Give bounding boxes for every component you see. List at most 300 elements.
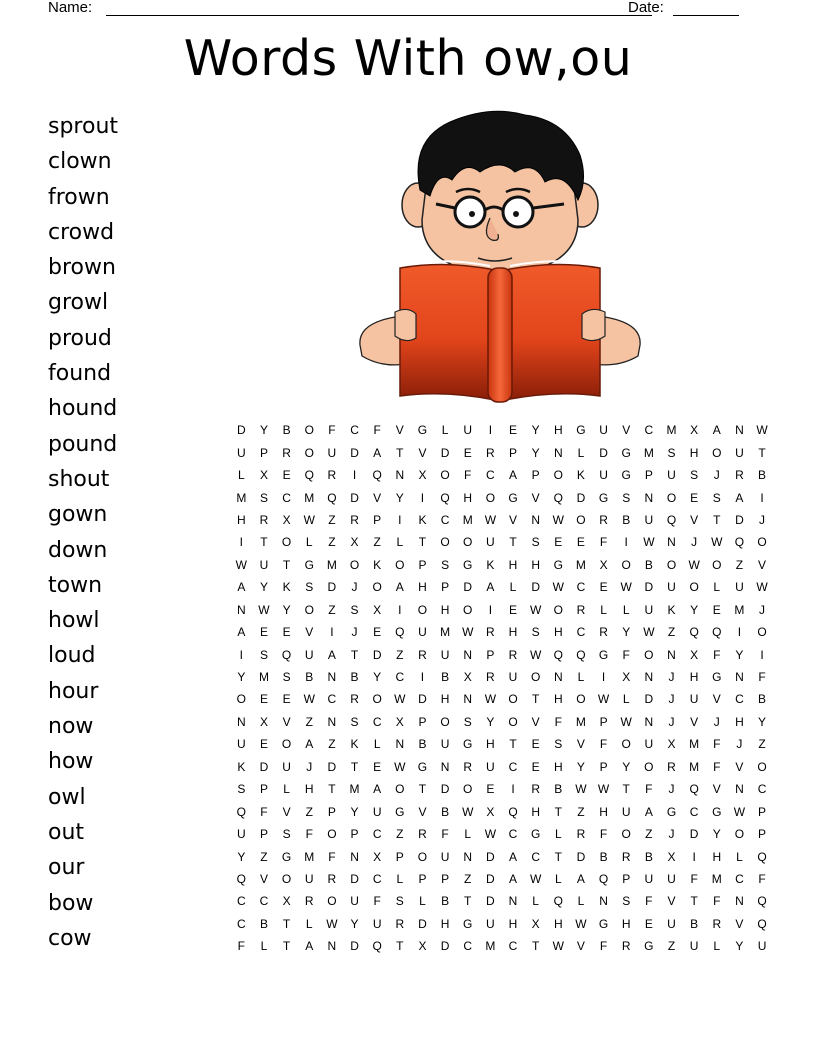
grid-letter[interactable]: I — [239, 535, 243, 550]
grid-letter[interactable]: H — [599, 804, 608, 819]
grid-letter[interactable]: Q — [327, 490, 337, 505]
grid-letter[interactable]: M — [349, 782, 360, 797]
grid-letter[interactable]: A — [237, 580, 246, 595]
grid-letter[interactable]: V — [735, 916, 744, 931]
grid-letter[interactable]: L — [577, 445, 585, 460]
grid-letter[interactable]: O — [712, 445, 722, 460]
grid-letter[interactable]: P — [599, 714, 608, 729]
grid-letter[interactable]: O — [666, 557, 677, 572]
grid-letter[interactable]: M — [258, 670, 269, 685]
grid-letter[interactable]: S — [259, 647, 268, 662]
grid-letter[interactable]: Y — [531, 423, 540, 438]
grid-letter[interactable]: W — [303, 512, 315, 527]
grid-letter[interactable]: U — [486, 916, 495, 931]
grid-letter[interactable]: A — [644, 804, 653, 819]
grid-letter[interactable]: Q — [757, 916, 767, 931]
grid-letter[interactable]: P — [622, 871, 631, 886]
grid-letter[interactable]: X — [259, 468, 268, 483]
grid-letter[interactable]: R — [395, 916, 405, 931]
grid-letter[interactable]: K — [418, 512, 427, 527]
grid-letter[interactable]: P — [373, 512, 382, 527]
grid-letter[interactable]: O — [440, 468, 450, 483]
grid-letter[interactable]: M — [236, 490, 247, 505]
grid-letter[interactable]: R — [599, 512, 608, 527]
grid-letter[interactable]: R — [599, 625, 608, 640]
grid-letter[interactable]: R — [327, 871, 337, 886]
grid-letter[interactable]: O — [644, 647, 654, 662]
grid-letter[interactable]: R — [486, 445, 495, 460]
grid-letter[interactable]: F — [645, 894, 653, 909]
grid-letter[interactable]: N — [327, 714, 337, 729]
grid-letter[interactable]: T — [531, 939, 540, 954]
grid-letter[interactable]: U — [644, 512, 654, 527]
grid-letter[interactable]: F — [441, 827, 449, 842]
grid-letter[interactable]: Z — [328, 737, 336, 752]
grid-letter[interactable]: S — [237, 782, 246, 797]
grid-letter[interactable]: O — [530, 670, 541, 685]
grid-letter[interactable]: N — [735, 782, 744, 797]
grid-letter[interactable]: W — [529, 871, 542, 886]
grid-letter[interactable]: W — [484, 692, 497, 707]
grid-letter[interactable]: I — [511, 782, 515, 797]
grid-letter[interactable]: C — [372, 827, 382, 842]
grid-letter[interactable]: F — [373, 894, 381, 909]
grid-letter[interactable]: X — [282, 894, 291, 909]
grid-letter[interactable]: Z — [577, 804, 585, 819]
grid-letter[interactable]: J — [351, 580, 358, 595]
grid-letter[interactable]: U — [440, 849, 450, 864]
grid-letter[interactable]: U — [621, 804, 631, 819]
grid-letter[interactable]: T — [758, 445, 766, 460]
grid-letter[interactable]: H — [440, 916, 450, 931]
grid-letter[interactable]: A — [576, 871, 585, 886]
grid-letter[interactable]: H — [689, 670, 699, 685]
grid-letter[interactable]: S — [441, 557, 450, 572]
grid-letter[interactable]: T — [282, 939, 291, 954]
word-search-grid[interactable] — [230, 419, 773, 958]
grid-letter[interactable]: N — [735, 894, 744, 909]
grid-letter[interactable]: D — [440, 782, 450, 797]
grid-letter[interactable]: V — [576, 939, 585, 954]
grid-letter[interactable]: I — [420, 490, 425, 505]
grid-letter[interactable]: E — [712, 602, 721, 617]
grid-letter[interactable]: B — [622, 512, 631, 527]
grid-letter[interactable]: R — [350, 512, 359, 527]
grid-letter[interactable]: Y — [622, 759, 631, 774]
grid-letter[interactable]: U — [350, 894, 359, 909]
grid-letter[interactable]: X — [531, 916, 540, 931]
grid-letter[interactable]: S — [463, 714, 472, 729]
grid-letter[interactable]: U — [372, 804, 382, 819]
grid-letter[interactable]: U — [667, 468, 676, 483]
grid-letter[interactable]: O — [463, 602, 473, 617]
grid-letter[interactable]: B — [305, 670, 314, 685]
grid-letter[interactable]: O — [553, 468, 563, 483]
grid-letter[interactable]: N — [327, 670, 337, 685]
grid-letter[interactable]: J — [691, 535, 698, 550]
grid-letter[interactable]: C — [395, 670, 405, 685]
grid-letter[interactable]: R — [350, 692, 359, 707]
grid-letter[interactable]: F — [464, 468, 472, 483]
grid-letter[interactable]: T — [509, 737, 517, 752]
grid-letter[interactable]: G — [621, 468, 631, 483]
grid-letter[interactable]: H — [553, 759, 563, 774]
grid-letter[interactable]: R — [621, 849, 631, 864]
grid-letter[interactable]: X — [599, 557, 608, 572]
grid-letter[interactable]: D — [486, 849, 495, 864]
grid-letter[interactable]: Z — [328, 602, 336, 617]
grid-letter[interactable]: W — [643, 625, 655, 640]
grid-letter[interactable]: N — [236, 602, 246, 617]
grid-letter[interactable]: Y — [373, 670, 382, 685]
grid-letter[interactable]: N — [667, 535, 676, 550]
grid-letter[interactable]: O — [621, 827, 631, 842]
grid-letter[interactable]: F — [713, 647, 721, 662]
grid-letter[interactable]: Z — [735, 557, 744, 572]
grid-letter[interactable]: W — [756, 580, 768, 595]
grid-letter[interactable]: E — [373, 625, 382, 640]
grid-letter[interactable]: N — [463, 647, 473, 662]
grid-letter[interactable]: C — [350, 423, 359, 438]
grid-letter[interactable]: S — [554, 737, 563, 752]
grid-letter[interactable]: V — [531, 714, 540, 729]
grid-letter[interactable]: S — [282, 827, 291, 842]
grid-letter[interactable]: E — [259, 692, 268, 707]
grid-letter[interactable]: V — [712, 692, 721, 707]
grid-letter[interactable]: N — [735, 423, 744, 438]
grid-letter[interactable]: C — [644, 423, 654, 438]
grid-letter[interactable]: M — [689, 759, 700, 774]
grid-letter[interactable]: L — [396, 535, 404, 550]
grid-letter[interactable]: G — [281, 849, 292, 864]
grid-letter[interactable]: U — [486, 759, 495, 774]
grid-letter[interactable]: O — [485, 490, 496, 505]
grid-letter[interactable]: S — [350, 714, 359, 729]
grid-letter[interactable]: N — [644, 670, 654, 685]
grid-letter[interactable]: Q — [281, 647, 292, 662]
grid-letter[interactable]: B — [758, 468, 767, 483]
date-field[interactable] — [673, 15, 739, 16]
grid-letter[interactable]: C — [440, 512, 450, 527]
grid-letter[interactable]: W — [394, 759, 406, 774]
grid-letter[interactable]: D — [486, 894, 495, 909]
grid-letter[interactable]: R — [418, 647, 427, 662]
grid-letter[interactable]: P — [418, 871, 427, 886]
grid-letter[interactable]: J — [759, 602, 766, 617]
grid-letter[interactable]: F — [260, 804, 268, 819]
grid-letter[interactable]: B — [418, 737, 427, 752]
grid-letter[interactable]: G — [463, 557, 473, 572]
grid-letter[interactable]: D — [531, 580, 540, 595]
grid-letter[interactable]: F — [599, 939, 608, 954]
grid-letter[interactable]: N — [350, 849, 359, 864]
grid-letter[interactable]: Q — [236, 804, 246, 819]
grid-letter[interactable]: I — [692, 849, 696, 864]
grid-letter[interactable]: I — [601, 670, 606, 685]
grid-letter[interactable]: X — [690, 647, 699, 662]
grid-letter[interactable]: O — [508, 692, 518, 707]
grid-letter[interactable]: D — [327, 759, 337, 774]
grid-letter[interactable]: P — [486, 647, 495, 662]
grid-letter[interactable]: D — [644, 692, 654, 707]
grid-letter[interactable]: L — [305, 916, 313, 931]
grid-letter[interactable]: F — [645, 782, 653, 797]
grid-letter[interactable]: V — [282, 714, 291, 729]
grid-letter[interactable]: V — [395, 423, 404, 438]
grid-letter[interactable]: C — [236, 894, 246, 909]
grid-letter[interactable]: Y — [735, 647, 744, 662]
grid-letter[interactable]: S — [622, 894, 631, 909]
grid-letter[interactable]: R — [508, 647, 518, 662]
grid-letter[interactable]: U — [304, 871, 314, 886]
grid-letter[interactable]: S — [622, 490, 631, 505]
grid-letter[interactable]: T — [282, 557, 291, 572]
grid-letter[interactable]: E — [259, 625, 268, 640]
grid-letter[interactable]: U — [508, 670, 518, 685]
grid-letter[interactable]: L — [554, 827, 562, 842]
grid-letter[interactable]: T — [350, 647, 359, 662]
grid-letter[interactable]: M — [666, 423, 677, 438]
grid-letter[interactable]: A — [735, 490, 744, 505]
grid-letter[interactable]: U — [644, 737, 654, 752]
grid-letter[interactable]: C — [282, 490, 291, 505]
grid-letter[interactable]: D — [259, 759, 269, 774]
grid-letter[interactable]: S — [282, 670, 291, 685]
grid-letter[interactable]: U — [440, 647, 450, 662]
grid-letter[interactable]: A — [327, 647, 336, 662]
grid-letter[interactable]: U — [304, 647, 314, 662]
grid-letter[interactable]: O — [508, 714, 518, 729]
grid-letter[interactable]: Q — [689, 782, 699, 797]
grid-letter[interactable]: H — [508, 916, 518, 931]
grid-letter[interactable]: Q — [372, 468, 382, 483]
grid-letter[interactable]: Q — [734, 535, 745, 550]
grid-letter[interactable]: O — [327, 894, 337, 909]
grid-letter[interactable]: Z — [645, 827, 653, 842]
grid-letter[interactable]: E — [509, 602, 518, 617]
grid-letter[interactable]: U — [486, 535, 495, 550]
grid-letter[interactable]: U — [644, 871, 654, 886]
grid-letter[interactable]: C — [508, 759, 518, 774]
grid-letter[interactable]: G — [463, 737, 473, 752]
grid-letter[interactable]: T — [328, 782, 336, 797]
grid-letter[interactable]: Y — [712, 827, 721, 842]
grid-letter[interactable]: U — [440, 737, 450, 752]
grid-letter[interactable]: Z — [328, 535, 336, 550]
grid-letter[interactable]: O — [395, 557, 405, 572]
grid-letter[interactable]: X — [622, 670, 631, 685]
grid-letter[interactable]: H — [553, 916, 563, 931]
grid-letter[interactable]: D — [735, 512, 744, 527]
grid-letter[interactable]: L — [713, 939, 721, 954]
grid-letter[interactable]: R — [418, 827, 427, 842]
grid-letter[interactable]: O — [689, 580, 699, 595]
grid-letter[interactable]: Z — [373, 535, 381, 550]
grid-letter[interactable]: R — [486, 625, 495, 640]
grid-letter[interactable]: G — [712, 804, 722, 819]
grid-letter[interactable]: X — [690, 423, 699, 438]
grid-letter[interactable]: G — [576, 423, 586, 438]
grid-letter[interactable]: F — [599, 737, 608, 752]
grid-letter[interactable]: I — [330, 625, 334, 640]
grid-letter[interactable]: F — [237, 939, 245, 954]
grid-letter[interactable]: J — [668, 670, 675, 685]
grid-letter[interactable]: B — [282, 423, 291, 438]
grid-letter[interactable]: A — [373, 782, 382, 797]
grid-letter[interactable]: Q — [553, 894, 563, 909]
grid-letter[interactable]: B — [259, 916, 268, 931]
grid-letter[interactable]: W — [620, 714, 632, 729]
grid-letter[interactable]: O — [757, 535, 767, 550]
grid-letter[interactable]: F — [690, 871, 698, 886]
grid-letter[interactable]: C — [327, 692, 337, 707]
grid-letter[interactable]: A — [237, 625, 246, 640]
grid-letter[interactable]: U — [667, 916, 676, 931]
grid-letter[interactable]: B — [644, 849, 653, 864]
grid-letter[interactable]: H — [440, 692, 450, 707]
grid-letter[interactable]: U — [667, 580, 676, 595]
grid-letter[interactable]: P — [509, 445, 518, 460]
grid-letter[interactable]: G — [712, 670, 722, 685]
grid-letter[interactable]: Y — [350, 916, 359, 931]
grid-letter[interactable]: W — [326, 916, 338, 931]
grid-letter[interactable]: E — [463, 445, 472, 460]
grid-letter[interactable]: H — [486, 737, 495, 752]
grid-letter[interactable]: G — [598, 490, 609, 505]
grid-letter[interactable]: M — [485, 939, 496, 954]
grid-letter[interactable]: S — [712, 490, 721, 505]
grid-letter[interactable]: X — [373, 849, 382, 864]
grid-letter[interactable]: I — [420, 670, 425, 685]
grid-letter[interactable]: N — [440, 759, 450, 774]
grid-letter[interactable]: C — [486, 468, 495, 483]
grid-letter[interactable]: Y — [237, 670, 246, 685]
grid-letter[interactable]: U — [689, 939, 699, 954]
grid-letter[interactable]: H — [440, 602, 450, 617]
grid-letter[interactable]: Z — [464, 871, 472, 886]
grid-letter[interactable]: G — [598, 916, 609, 931]
grid-letter[interactable]: M — [326, 557, 337, 572]
grid-letter[interactable]: R — [304, 894, 314, 909]
grid-letter[interactable]: X — [282, 512, 291, 527]
grid-letter[interactable]: H — [689, 445, 699, 460]
grid-letter[interactable]: Y — [259, 580, 268, 595]
name-field[interactable] — [106, 15, 652, 16]
grid-letter[interactable]: U — [418, 625, 427, 640]
grid-letter[interactable]: V — [509, 512, 518, 527]
grid-letter[interactable]: F — [758, 871, 766, 886]
grid-letter[interactable]: W — [688, 557, 700, 572]
grid-letter[interactable]: C — [463, 939, 473, 954]
grid-letter[interactable]: O — [304, 445, 314, 460]
grid-letter[interactable]: C — [576, 580, 586, 595]
grid-letter[interactable]: C — [576, 625, 586, 640]
grid-letter[interactable]: T — [260, 535, 268, 550]
grid-letter[interactable]: B — [758, 692, 767, 707]
grid-letter[interactable]: J — [736, 737, 743, 752]
grid-letter[interactable]: C — [757, 782, 767, 797]
grid-letter[interactable]: K — [576, 468, 585, 483]
grid-letter[interactable]: V — [712, 782, 721, 797]
grid-letter[interactable]: F — [713, 894, 721, 909]
grid-letter[interactable]: R — [327, 468, 337, 483]
grid-letter[interactable]: O — [372, 580, 382, 595]
grid-letter[interactable]: P — [441, 580, 450, 595]
grid-letter[interactable]: J — [668, 782, 675, 797]
grid-letter[interactable]: I — [760, 490, 764, 505]
grid-letter[interactable]: D — [576, 490, 586, 505]
grid-letter[interactable]: C — [735, 871, 744, 886]
grid-letter[interactable]: M — [734, 602, 745, 617]
grid-letter[interactable]: H — [508, 625, 518, 640]
grid-letter[interactable]: O — [281, 737, 292, 752]
grid-letter[interactable]: L — [283, 782, 290, 797]
grid-letter[interactable]: O — [349, 557, 360, 572]
grid-letter[interactable]: F — [373, 423, 381, 438]
grid-letter[interactable]: V — [418, 804, 427, 819]
grid-letter[interactable]: D — [486, 871, 495, 886]
grid-letter[interactable]: H — [508, 557, 518, 572]
grid-letter[interactable]: A — [712, 423, 721, 438]
grid-letter[interactable]: J — [668, 692, 675, 707]
grid-letter[interactable]: W — [597, 692, 610, 707]
grid-letter[interactable]: C — [531, 849, 540, 864]
grid-letter[interactable]: Y — [531, 445, 540, 460]
grid-letter[interactable]: P — [758, 804, 767, 819]
grid-letter[interactable]: J — [306, 759, 313, 774]
grid-letter[interactable]: Z — [396, 647, 404, 662]
grid-letter[interactable]: Q — [757, 894, 767, 909]
grid-letter[interactable]: V — [282, 804, 291, 819]
grid-letter[interactable]: K — [237, 759, 246, 774]
grid-letter[interactable]: U — [689, 692, 699, 707]
grid-letter[interactable]: L — [509, 580, 517, 595]
grid-letter[interactable]: M — [575, 557, 586, 572]
grid-letter[interactable]: C — [508, 939, 518, 954]
grid-letter[interactable]: O — [621, 557, 631, 572]
grid-letter[interactable]: Q — [304, 468, 314, 483]
grid-letter[interactable]: U — [259, 557, 269, 572]
grid-letter[interactable]: U — [644, 602, 654, 617]
grid-letter[interactable]: G — [304, 557, 314, 572]
grid-letter[interactable]: U — [372, 916, 382, 931]
grid-letter[interactable]: J — [713, 714, 720, 729]
grid-letter[interactable]: A — [509, 871, 518, 886]
grid-letter[interactable]: F — [328, 423, 336, 438]
grid-letter[interactable]: O — [757, 625, 767, 640]
grid-letter[interactable]: V — [622, 423, 631, 438]
grid-letter[interactable]: O — [644, 759, 654, 774]
grid-letter[interactable]: L — [600, 602, 607, 617]
grid-letter[interactable]: T — [622, 782, 630, 797]
grid-letter[interactable]: D — [418, 692, 427, 707]
grid-letter[interactable]: X — [259, 714, 268, 729]
grid-letter[interactable]: H — [553, 625, 563, 640]
grid-letter[interactable]: S — [531, 535, 540, 550]
grid-letter[interactable]: L — [237, 468, 245, 483]
grid-letter[interactable]: E — [373, 759, 382, 774]
grid-letter[interactable]: V — [667, 894, 676, 909]
grid-letter[interactable]: W — [597, 782, 610, 797]
grid-letter[interactable]: O — [440, 714, 450, 729]
grid-letter[interactable]: W — [258, 602, 270, 617]
grid-letter[interactable]: V — [259, 871, 268, 886]
grid-letter[interactable]: W — [733, 804, 746, 819]
grid-letter[interactable]: S — [259, 490, 268, 505]
grid-letter[interactable]: U — [327, 445, 337, 460]
grid-letter[interactable]: L — [305, 535, 313, 550]
grid-letter[interactable]: H — [418, 580, 427, 595]
